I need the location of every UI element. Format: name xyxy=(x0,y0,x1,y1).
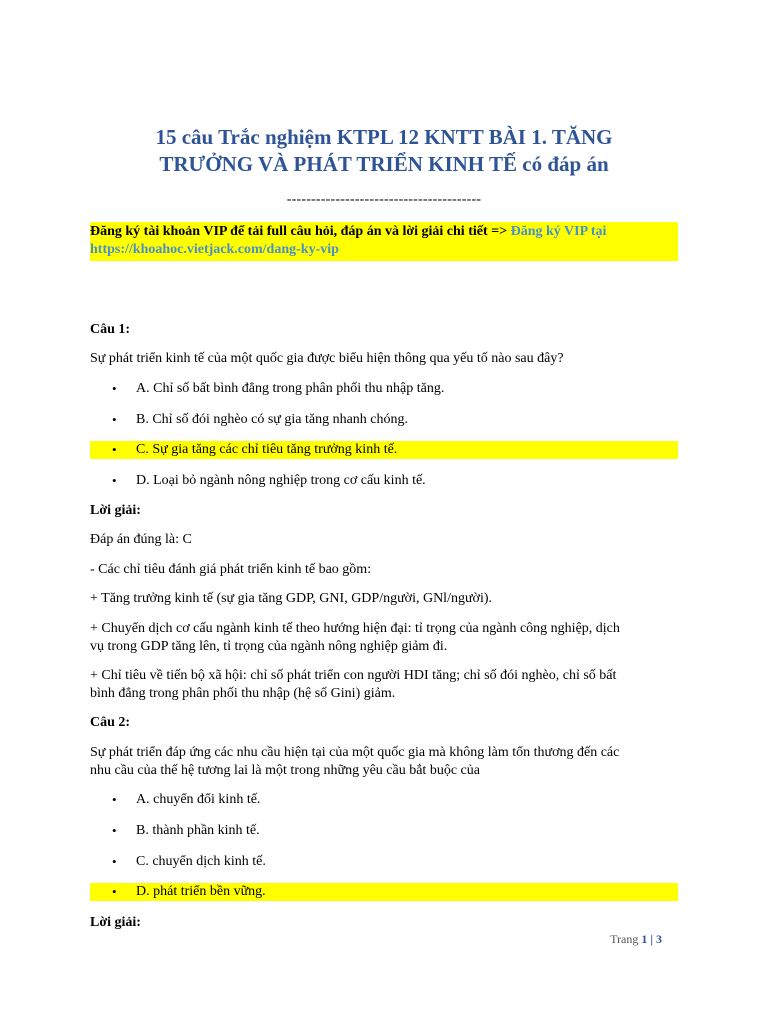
footer-prefix: Trang xyxy=(610,932,642,946)
explanation-1-line-1: - Các chỉ tiêu đánh giá phát triển kinh tế bao gồm: xyxy=(90,562,372,577)
solution-2-label: Lời giải: xyxy=(90,915,141,930)
option-text: D. Loại bỏ ngành nông nghiệp trong cơ cấu kinh tế. xyxy=(136,473,426,488)
question-text: nhu cầu của thế hệ tương lai là một trong những yêu cầu bắt buộc của xyxy=(90,763,480,778)
footer-total-pages: 3 xyxy=(656,932,662,946)
bullet-icon: • xyxy=(112,854,117,869)
question-1-text: Sự phát triển kinh tế của một quốc gia được biểu hiện thông qua yếu tố nào sau đây? xyxy=(90,351,564,366)
question-1-label: Câu 1: xyxy=(90,322,131,337)
bullet-icon: • xyxy=(112,792,117,807)
option-text: B. thành phần kinh tế. xyxy=(136,823,260,838)
bullet-icon: • xyxy=(112,412,117,427)
title-line-1: 15 câu Trắc nghiệm KTPL 12 KNTT BÀI 1. TĂNG xyxy=(155,125,613,149)
bullet-icon: • xyxy=(112,442,117,457)
question-text: Sự phát triển đáp ứng các nhu cầu hiện tại của một quốc gia mà không làm tổn thương đến các xyxy=(90,745,620,760)
explanation-text: vụ trong GDP tăng lên, tỉ trọng của ngành nông nghiệp giảm đi. xyxy=(90,639,448,654)
option-text: C. Sự gia tăng các chỉ tiêu tăng trưởng kinh tế. xyxy=(136,442,398,457)
explanation-1-line-3 xyxy=(90,620,678,656)
option-text: B. Chỉ số đói nghèo có sự gia tăng nhanh chóng. xyxy=(136,412,409,427)
explanation-text: + Chỉ tiêu về tiến bộ xã hội: chỉ số phát triển con người HDI tăng; chỉ số đói nghèo, chỉ số bất xyxy=(90,668,617,683)
question-2-option-b xyxy=(90,822,678,840)
explanation-1-line-4 xyxy=(90,667,678,703)
question-1-option-d xyxy=(90,472,678,490)
page-footer xyxy=(610,932,662,947)
solution-1-label: Lời giải: xyxy=(90,503,141,518)
bullet-icon: • xyxy=(112,381,117,396)
title-line-2: TRƯỞNG VÀ PHÁT TRIỂN KINH TẾ có đáp án xyxy=(159,152,609,176)
divider: ---------------------------------------- xyxy=(286,192,482,207)
vip-text: Đăng ký tài khoản VIP để tải full câu hỏi, đáp án và lời giải chi tiết => xyxy=(90,224,511,239)
vip-link-url[interactable]: https://khoahoc.vietjack.com/dang-ky-vip xyxy=(90,242,339,257)
bullet-icon: • xyxy=(112,823,117,838)
bullet-icon: • xyxy=(112,473,117,488)
answer-1: Đáp án đúng là: C xyxy=(90,532,192,547)
footer-page-number: 1 xyxy=(641,932,648,946)
option-text: C. chuyển dịch kinh tế. xyxy=(136,854,266,869)
option-text: A. Chỉ số bất bình đẳng trong phân phối thu nhập tăng. xyxy=(136,381,445,396)
option-text: A. chuyển đổi kinh tế. xyxy=(136,792,261,807)
question-2-option-d-correct xyxy=(90,883,678,901)
footer-separator: | xyxy=(647,932,656,946)
vip-banner xyxy=(90,222,678,261)
explanation-1-line-2: + Tăng trưởng kinh tế (sự gia tăng GDP, GNI, GDP/người, GNl/người). xyxy=(90,591,493,606)
option-text: D. phát triển bền vững. xyxy=(136,884,266,899)
explanation-text: + Chuyển dịch cơ cấu ngành kinh tế theo hướng hiện đại: tỉ trọng của ngành công nghiệp, dịch xyxy=(90,621,620,636)
question-1-option-b xyxy=(90,411,678,429)
explanation-text: bình đẳng trong phân phối thu nhập (hệ số Gini) giảm. xyxy=(90,686,396,701)
question-2-option-c xyxy=(90,853,678,871)
question-2-text xyxy=(90,744,678,780)
page-title xyxy=(90,124,678,178)
question-2-label: Câu 2: xyxy=(90,715,131,730)
bullet-icon: • xyxy=(112,884,117,899)
question-2-option-a xyxy=(90,791,678,809)
question-1-option-a xyxy=(90,380,678,398)
vip-link-label[interactable]: Đăng ký VIP tại xyxy=(510,224,607,239)
question-1-option-c-correct xyxy=(90,441,678,459)
